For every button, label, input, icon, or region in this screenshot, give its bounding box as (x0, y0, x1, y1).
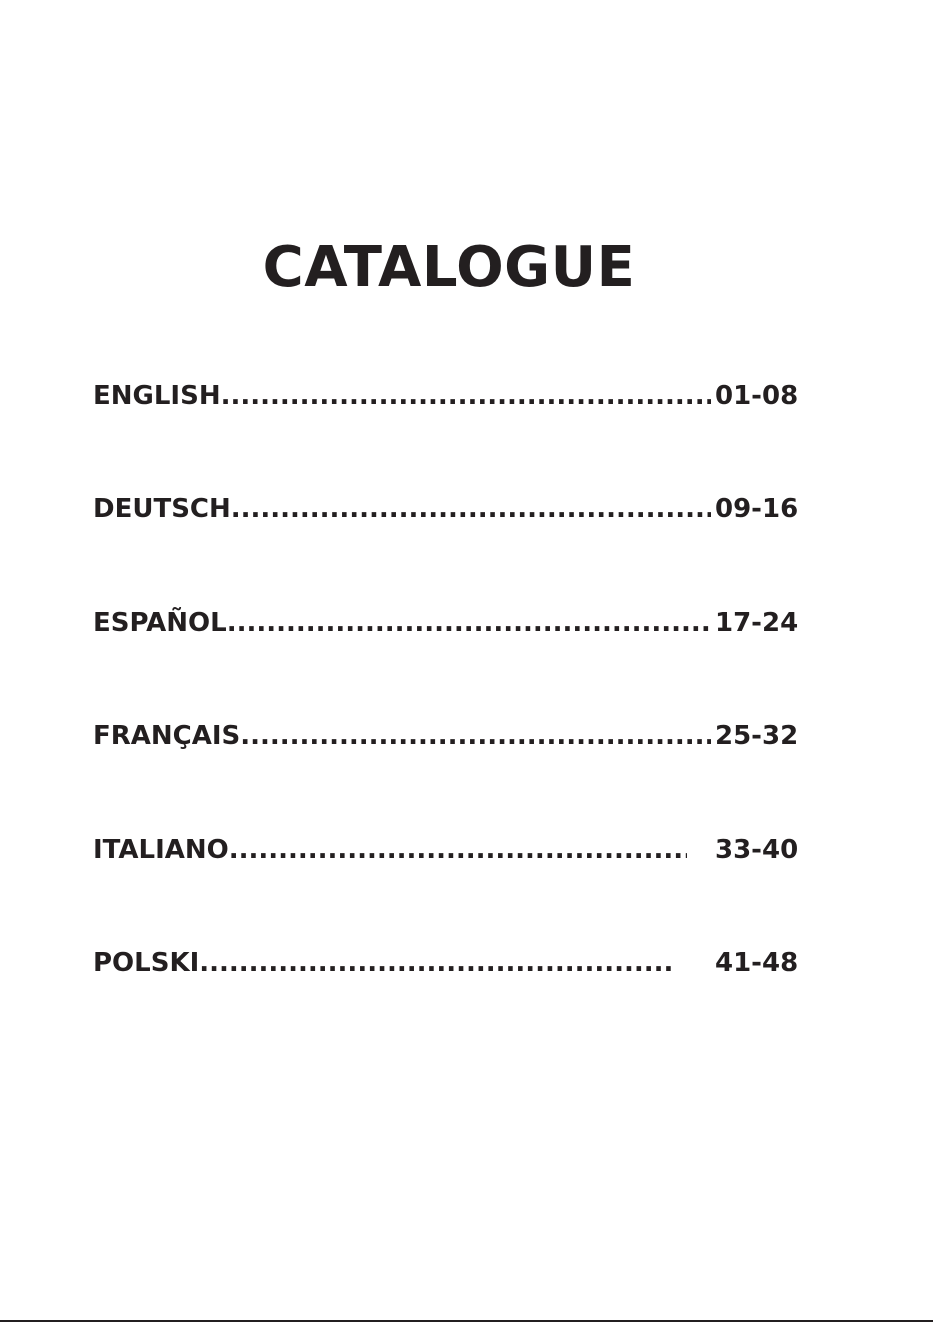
toc-entry-label: POLSKI (93, 947, 200, 978)
toc-entry-francais[interactable] (93, 714, 799, 827)
toc-entry-espanol[interactable] (93, 601, 799, 714)
toc-entry-english[interactable] (93, 374, 799, 487)
toc-entry-deutsch[interactable] (93, 487, 799, 600)
toc-entry-italiano[interactable] (93, 828, 799, 941)
dot-leader (229, 828, 687, 872)
toc-entry-label: ENGLISH (93, 381, 221, 411)
dot-leader (199, 941, 675, 985)
page-title: CATALOGUE (262, 235, 636, 300)
dot-leader (240, 714, 711, 758)
toc-entry-pages: 17-24 (715, 607, 799, 638)
dot-leader (227, 601, 711, 645)
toc-entry-label: DEUTSCH (93, 494, 231, 525)
toc-entry-label: ESPAÑOL (93, 607, 227, 638)
toc-entry-pages: 09-16 (715, 494, 799, 525)
bottom-rule (0, 1320, 933, 1322)
table-of-contents (93, 374, 799, 1054)
toc-entry-pages: 25-32 (715, 721, 799, 752)
toc-entry-label: FRANÇAIS (93, 721, 241, 752)
toc-entry-polski[interactable] (93, 941, 799, 1054)
toc-entry-pages: 01-08 (715, 381, 799, 411)
toc-entry-pages: 41-48 (715, 947, 799, 978)
toc-entry-pages: 33-40 (715, 834, 799, 865)
dot-leader (221, 374, 711, 418)
toc-entry-label: ITALIANO (93, 834, 229, 865)
dot-leader (231, 487, 711, 531)
